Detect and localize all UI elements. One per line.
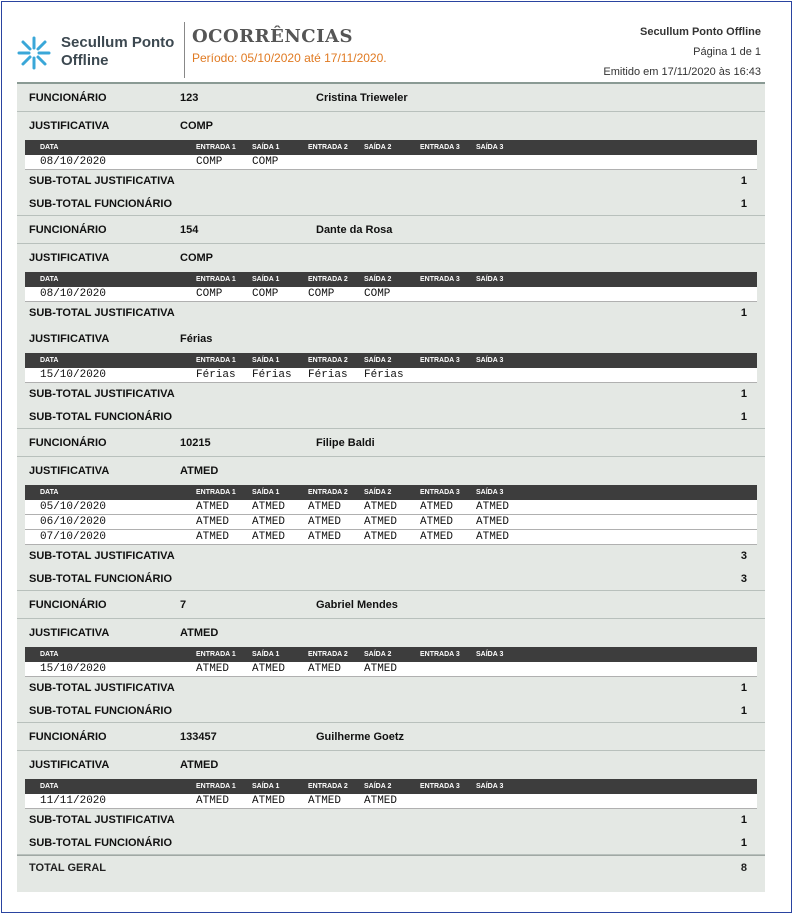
- table-cell: ATMED: [364, 501, 398, 513]
- occurrence-table: [25, 353, 757, 383]
- table-cell: ATMED: [420, 516, 454, 528]
- employee-id: 133457: [180, 730, 217, 743]
- employee-row: [17, 84, 765, 112]
- employee-row: [17, 216, 765, 244]
- employee-row: [17, 723, 765, 751]
- table-cell: ATMED: [252, 516, 286, 528]
- issued-at: Emitido em 17/11/2020 às 16:43: [603, 66, 761, 78]
- subtotal-justification-value: 1: [740, 814, 747, 826]
- column-header: SAÍDA 3: [476, 783, 504, 790]
- column-header: SAÍDA 1: [252, 144, 280, 151]
- justification-code: ATMED: [180, 759, 219, 771]
- employee-name: Guilherme Goetz: [316, 730, 405, 743]
- column-header: SAÍDA 2: [364, 651, 392, 658]
- column-header: SAÍDA 3: [476, 276, 504, 283]
- subtotal-employee-value: 3: [740, 573, 747, 585]
- page-indicator: Página 1 de 1: [693, 46, 761, 58]
- table-row: [25, 662, 757, 677]
- justification-row: [17, 751, 765, 779]
- table-cell: ATMED: [420, 531, 454, 543]
- table-cell: ATMED: [196, 516, 230, 528]
- report-meta: [603, 22, 761, 82]
- table-row: [25, 287, 757, 302]
- column-header: SAÍDA 3: [476, 357, 504, 364]
- column-header: ENTRADA 2: [308, 357, 348, 364]
- table-cell: ATMED: [252, 795, 286, 807]
- table-cell: COMP: [252, 156, 279, 168]
- occurrence-table: [25, 140, 757, 170]
- table-row: [25, 500, 757, 515]
- column-header: ENTRADA 3: [420, 276, 460, 283]
- subtotal-employee-label: SUB-TOTAL FUNCIONÁRIO: [29, 837, 172, 849]
- table-cell: 06/10/2020: [40, 516, 107, 528]
- subtotal-employee-label: SUB-TOTAL FUNCIONÁRIO: [29, 573, 172, 585]
- table-cell: Férias: [308, 369, 348, 381]
- column-header: ENTRADA 3: [420, 651, 460, 658]
- employee-label: FUNCIONÁRIO: [29, 598, 107, 611]
- column-header: ENTRADA 1: [196, 489, 236, 496]
- subtotal-justification-value: 1: [740, 388, 747, 400]
- table-cell: 08/10/2020: [40, 156, 107, 168]
- table-header: [25, 353, 757, 368]
- employee-row: [17, 591, 765, 619]
- subtotal-justification: [17, 302, 765, 325]
- table-cell: ATMED: [364, 795, 398, 807]
- subtotal-justification-value: 1: [740, 175, 747, 187]
- subtotal-justification-label: SUB-TOTAL JUSTIFICATIVA: [29, 307, 175, 319]
- subtotal-employee-label: SUB-TOTAL FUNCIONÁRIO: [29, 705, 172, 717]
- justification-row: [17, 457, 765, 485]
- app-name: Secullum Ponto Offline: [639, 26, 761, 38]
- column-header: ENTRADA 3: [420, 144, 460, 151]
- table-cell: 08/10/2020: [40, 288, 107, 300]
- justification-label: JUSTIFICATIVA: [29, 465, 110, 477]
- table-cell: ATMED: [196, 795, 230, 807]
- report-period: Período: 05/10/2020 até 17/11/2020.: [192, 51, 387, 65]
- table-cell: COMP: [252, 288, 279, 300]
- column-header: ENTRADA 3: [420, 783, 460, 790]
- report-body: [17, 82, 765, 892]
- table-cell: ATMED: [196, 501, 230, 513]
- table-row: [25, 530, 757, 545]
- table-row: [25, 155, 757, 170]
- table-cell: COMP: [196, 156, 223, 168]
- justification-row: [17, 112, 765, 140]
- column-header: ENTRADA 2: [308, 651, 348, 658]
- grand-total-value: 8: [740, 862, 747, 874]
- employee-label: FUNCIONÁRIO: [29, 91, 107, 104]
- occurrence-table: [25, 647, 757, 677]
- justification-code: ATMED: [180, 465, 219, 477]
- table-header: [25, 485, 757, 500]
- table-cell: Férias: [252, 369, 292, 381]
- justification-label: JUSTIFICATIVA: [29, 627, 110, 639]
- table-row: [25, 515, 757, 530]
- subtotal-employee-value: 1: [740, 705, 747, 717]
- subtotal-employee: [17, 193, 765, 216]
- subtotal-justification: [17, 545, 765, 568]
- column-header: ENTRADA 2: [308, 276, 348, 283]
- column-header: ENTRADA 1: [196, 783, 236, 790]
- column-header: ENTRADA 2: [308, 144, 348, 151]
- column-header: ENTRADA 3: [420, 489, 460, 496]
- employee-row: [17, 429, 765, 457]
- employee-id: 7: [180, 598, 187, 611]
- brand-name: Secullum Ponto Offline: [61, 34, 175, 69]
- justification-label: JUSTIFICATIVA: [29, 759, 110, 771]
- table-cell: Férias: [196, 369, 236, 381]
- subtotal-justification-label: SUB-TOTAL JUSTIFICATIVA: [29, 682, 175, 694]
- table-cell: ATMED: [476, 516, 510, 528]
- grand-total-label: TOTAL GERAL: [29, 862, 106, 874]
- employee-id: 154: [180, 223, 199, 236]
- column-header: DATA: [40, 783, 59, 790]
- column-header: SAÍDA 3: [476, 489, 504, 496]
- column-header: DATA: [40, 276, 59, 283]
- column-header: ENTRADA 3: [420, 357, 460, 364]
- table-cell: ATMED: [252, 501, 286, 513]
- table-cell: Férias: [364, 369, 404, 381]
- column-header: SAÍDA 1: [252, 357, 280, 364]
- subtotal-employee: [17, 700, 765, 723]
- table-cell: ATMED: [308, 663, 342, 675]
- employee-name: Gabriel Mendes: [316, 598, 398, 611]
- column-header: SAÍDA 1: [252, 489, 280, 496]
- subtotal-employee-label: SUB-TOTAL FUNCIONÁRIO: [29, 198, 172, 210]
- table-cell: ATMED: [476, 531, 510, 543]
- column-header: ENTRADA 2: [308, 489, 348, 496]
- table-cell: 15/10/2020: [40, 663, 107, 675]
- justification-label: JUSTIFICATIVA: [29, 333, 110, 345]
- subtotal-justification: [17, 170, 765, 193]
- justification-code: COMP: [180, 252, 213, 264]
- subtotal-employee: [17, 406, 765, 429]
- table-cell: ATMED: [476, 501, 510, 513]
- table-cell: ATMED: [308, 501, 342, 513]
- table-header: [25, 140, 757, 155]
- employee-label: FUNCIONÁRIO: [29, 730, 107, 743]
- column-header: DATA: [40, 651, 59, 658]
- column-header: SAÍDA 2: [364, 276, 392, 283]
- justification-code: COMP: [180, 120, 213, 132]
- subtotal-employee: [17, 832, 765, 855]
- table-cell: 11/11/2020: [40, 795, 107, 807]
- table-row: [25, 368, 757, 383]
- table-cell: COMP: [196, 288, 223, 300]
- column-header: SAÍDA 1: [252, 276, 280, 283]
- table-cell: ATMED: [308, 516, 342, 528]
- subtotal-justification-label: SUB-TOTAL JUSTIFICATIVA: [29, 388, 175, 400]
- table-header: [25, 272, 757, 287]
- column-header: ENTRADA 1: [196, 357, 236, 364]
- subtotal-employee: [17, 568, 765, 591]
- table-cell: ATMED: [364, 663, 398, 675]
- employee-name: Dante da Rosa: [316, 223, 393, 236]
- employee-label: FUNCIONÁRIO: [29, 223, 107, 236]
- table-header: [25, 779, 757, 794]
- justification-row: [17, 244, 765, 272]
- column-header: SAÍDA 2: [364, 783, 392, 790]
- table-cell: ATMED: [196, 531, 230, 543]
- subtotal-justification: [17, 677, 765, 700]
- subtotal-justification-label: SUB-TOTAL JUSTIFICATIVA: [29, 550, 175, 562]
- table-cell: ATMED: [252, 663, 286, 675]
- subtotal-justification-label: SUB-TOTAL JUSTIFICATIVA: [29, 814, 175, 826]
- table-header: [25, 647, 757, 662]
- column-header: SAÍDA 2: [364, 489, 392, 496]
- justification-row: [17, 619, 765, 647]
- subtotal-justification: [17, 383, 765, 406]
- subtotal-employee-value: 1: [740, 837, 747, 849]
- column-header: SAÍDA 2: [364, 357, 392, 364]
- report-title: OCORRÊNCIAS: [192, 26, 353, 47]
- column-header: ENTRADA 1: [196, 651, 236, 658]
- employee-id: 10215: [180, 436, 211, 449]
- employee-id: 123: [180, 91, 199, 104]
- subtotal-justification-value: 3: [740, 550, 747, 562]
- column-header: SAÍDA 3: [476, 651, 504, 658]
- employee-name: Filipe Baldi: [316, 436, 375, 449]
- employee-label: FUNCIONÁRIO: [29, 436, 107, 449]
- column-header: DATA: [40, 489, 59, 496]
- table-cell: ATMED: [308, 531, 342, 543]
- column-header: SAÍDA 1: [252, 651, 280, 658]
- subtotal-justification: [17, 809, 765, 832]
- subtotal-employee-value: 1: [740, 198, 747, 210]
- table-cell: ATMED: [252, 531, 286, 543]
- occurrence-table: [25, 272, 757, 302]
- subtotal-justification-label: SUB-TOTAL JUSTIFICATIVA: [29, 175, 175, 187]
- table-cell: ATMED: [364, 531, 398, 543]
- justification-label: JUSTIFICATIVA: [29, 120, 110, 132]
- table-cell: ATMED: [308, 795, 342, 807]
- header-divider: [184, 22, 185, 78]
- table-cell: 05/10/2020: [40, 501, 107, 513]
- secullum-logo-icon: [16, 35, 52, 71]
- occurrence-table: [25, 485, 757, 545]
- column-header: DATA: [40, 357, 59, 364]
- table-cell: 15/10/2020: [40, 369, 107, 381]
- justification-label: JUSTIFICATIVA: [29, 252, 110, 264]
- column-header: SAÍDA 1: [252, 783, 280, 790]
- subtotal-employee-value: 1: [740, 411, 747, 423]
- column-header: ENTRADA 1: [196, 144, 236, 151]
- table-cell: COMP: [364, 288, 391, 300]
- column-header: SAÍDA 3: [476, 144, 504, 151]
- justification-code: Férias: [180, 333, 213, 345]
- column-header: ENTRADA 2: [308, 783, 348, 790]
- occurrence-table: [25, 779, 757, 809]
- justification-row: [17, 325, 765, 353]
- table-cell: ATMED: [364, 516, 398, 528]
- employee-name: Cristina Trieweler: [316, 91, 408, 104]
- subtotal-employee-label: SUB-TOTAL FUNCIONÁRIO: [29, 411, 172, 423]
- table-cell: ATMED: [196, 663, 230, 675]
- table-cell: 07/10/2020: [40, 531, 107, 543]
- justification-code: ATMED: [180, 627, 219, 639]
- column-header: SAÍDA 2: [364, 144, 392, 151]
- column-header: ENTRADA 1: [196, 276, 236, 283]
- column-header: DATA: [40, 144, 59, 151]
- table-cell: ATMED: [420, 501, 454, 513]
- subtotal-justification-value: 1: [740, 682, 747, 694]
- table-row: [25, 794, 757, 809]
- subtotal-justification-value: 1: [740, 307, 747, 319]
- table-cell: COMP: [308, 288, 335, 300]
- grand-total: [17, 855, 765, 881]
- report-header: [16, 20, 765, 82]
